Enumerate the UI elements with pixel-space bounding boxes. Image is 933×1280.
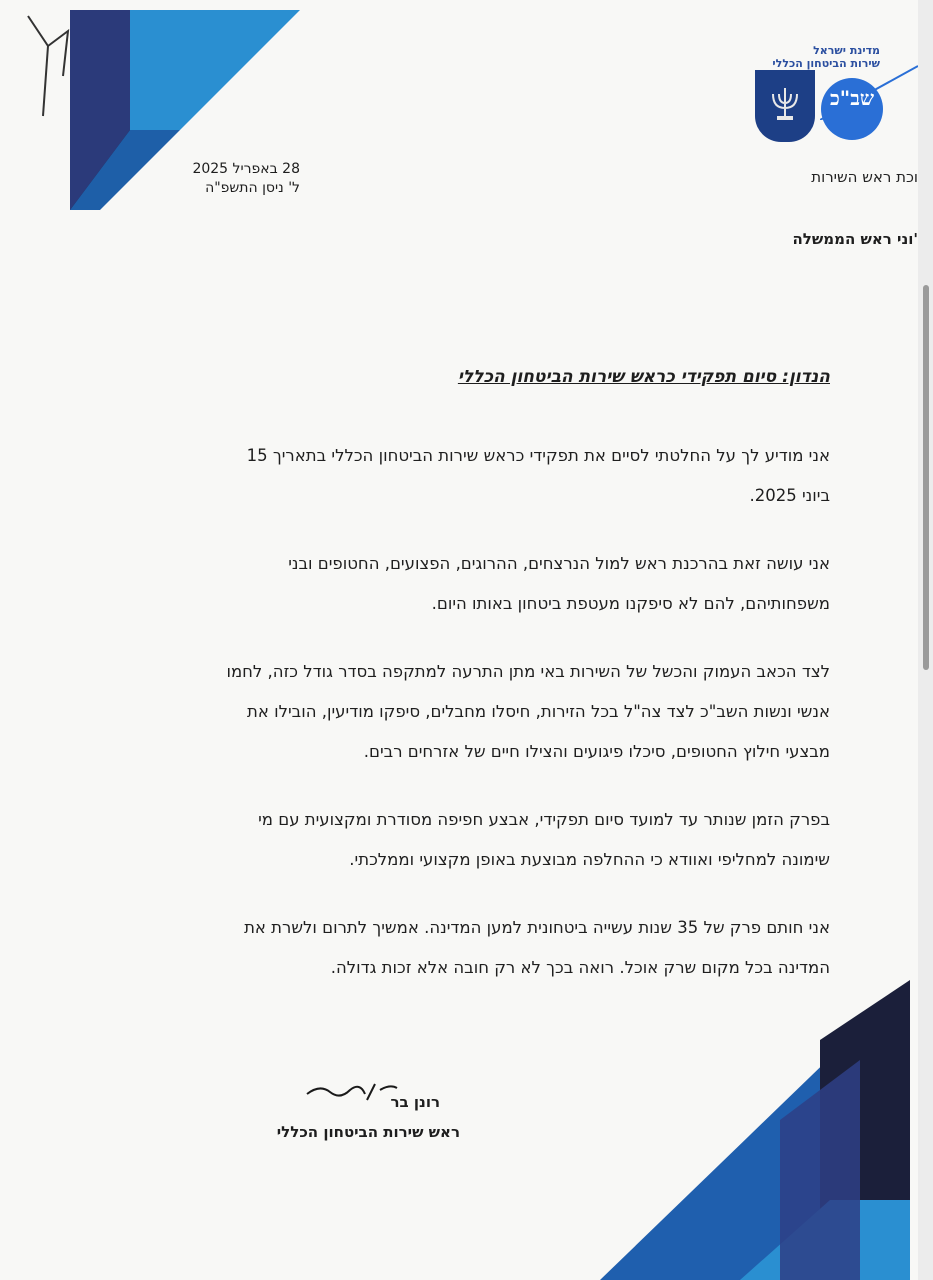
letter-body [215,436,830,1016]
date-hebrew: ל' ניסן התשפ"ה [205,180,300,196]
letterhead-emblems [755,70,890,145]
paragraph: בפרק הזמן שנותר עד למועד סיום תפקידי, אבצע חפיפה מסודרת ומקצועית עם מי שימונה למחליפי ואוודא כי ההחלפה מבוצעת באופן מקצועי וממלכתי. [258,810,830,869]
date-block [150,160,300,198]
handwritten-mark-icon [18,6,78,126]
scrollbar-track[interactable] [918,0,933,1280]
israel-emblem-icon [755,70,815,142]
signatory-role: ראש שירות הביטחון הכללי [276,1123,460,1141]
paragraph: אני מודיע לך על החלטתי לסיים את תפקידי כראש שירות הביטחון הכללי בתאריך 15 ביוני 2025. [246,446,830,505]
date-gregorian: 28 באפריל 2025 [192,161,300,177]
paragraph: אני עושה זאת בהרכנת ראש למול הנרצחים, ההרוגים, הפצועים, החטופים ובני משפחותיהם, להם לא סיפקנו מעטפת ביטחון באותו היום. [288,554,830,613]
scrollbar-thumb[interactable] [923,285,929,670]
signatory-name: רונן בר [390,1093,440,1111]
office-title: וכת ראש השירות [811,168,918,186]
org-line-state: מדינת ישראל [813,44,880,57]
shin-bet-logo-icon: שב"כ [821,78,883,140]
paragraph: אני חותם פרק של 35 שנות עשייה ביטחונית למען המדינה. אמשיך לתרום ולשרת את המדינה בכל מקום שרק אוכל. רואה בכך לא רק חובה אלא זכות גדולה. [244,918,830,977]
org-line-service: שירות הביטחון הכללי [772,57,880,70]
recipient: 'וני ראש הממשלה [792,230,918,248]
paragraph: לצד הכאב העמוק והכשל של השירות באי מתן התרעה למתקפה בסדר גודל כזה, לחמו אנשי ונשות השב"כ לצד צה"ל בכל הזירות, חיסלו מחבלים, סיפקו מודיעין, הובילו את מבצעי חילוץ החטופים, סיכלו פיגועים והצילו חיים של אזרחים רבים. [226,662,830,761]
subject-line: הנדון: סיום תפקידי כראש שירות הביטחון הכללי [457,367,830,387]
corner-decoration-bottom [600,980,910,1280]
